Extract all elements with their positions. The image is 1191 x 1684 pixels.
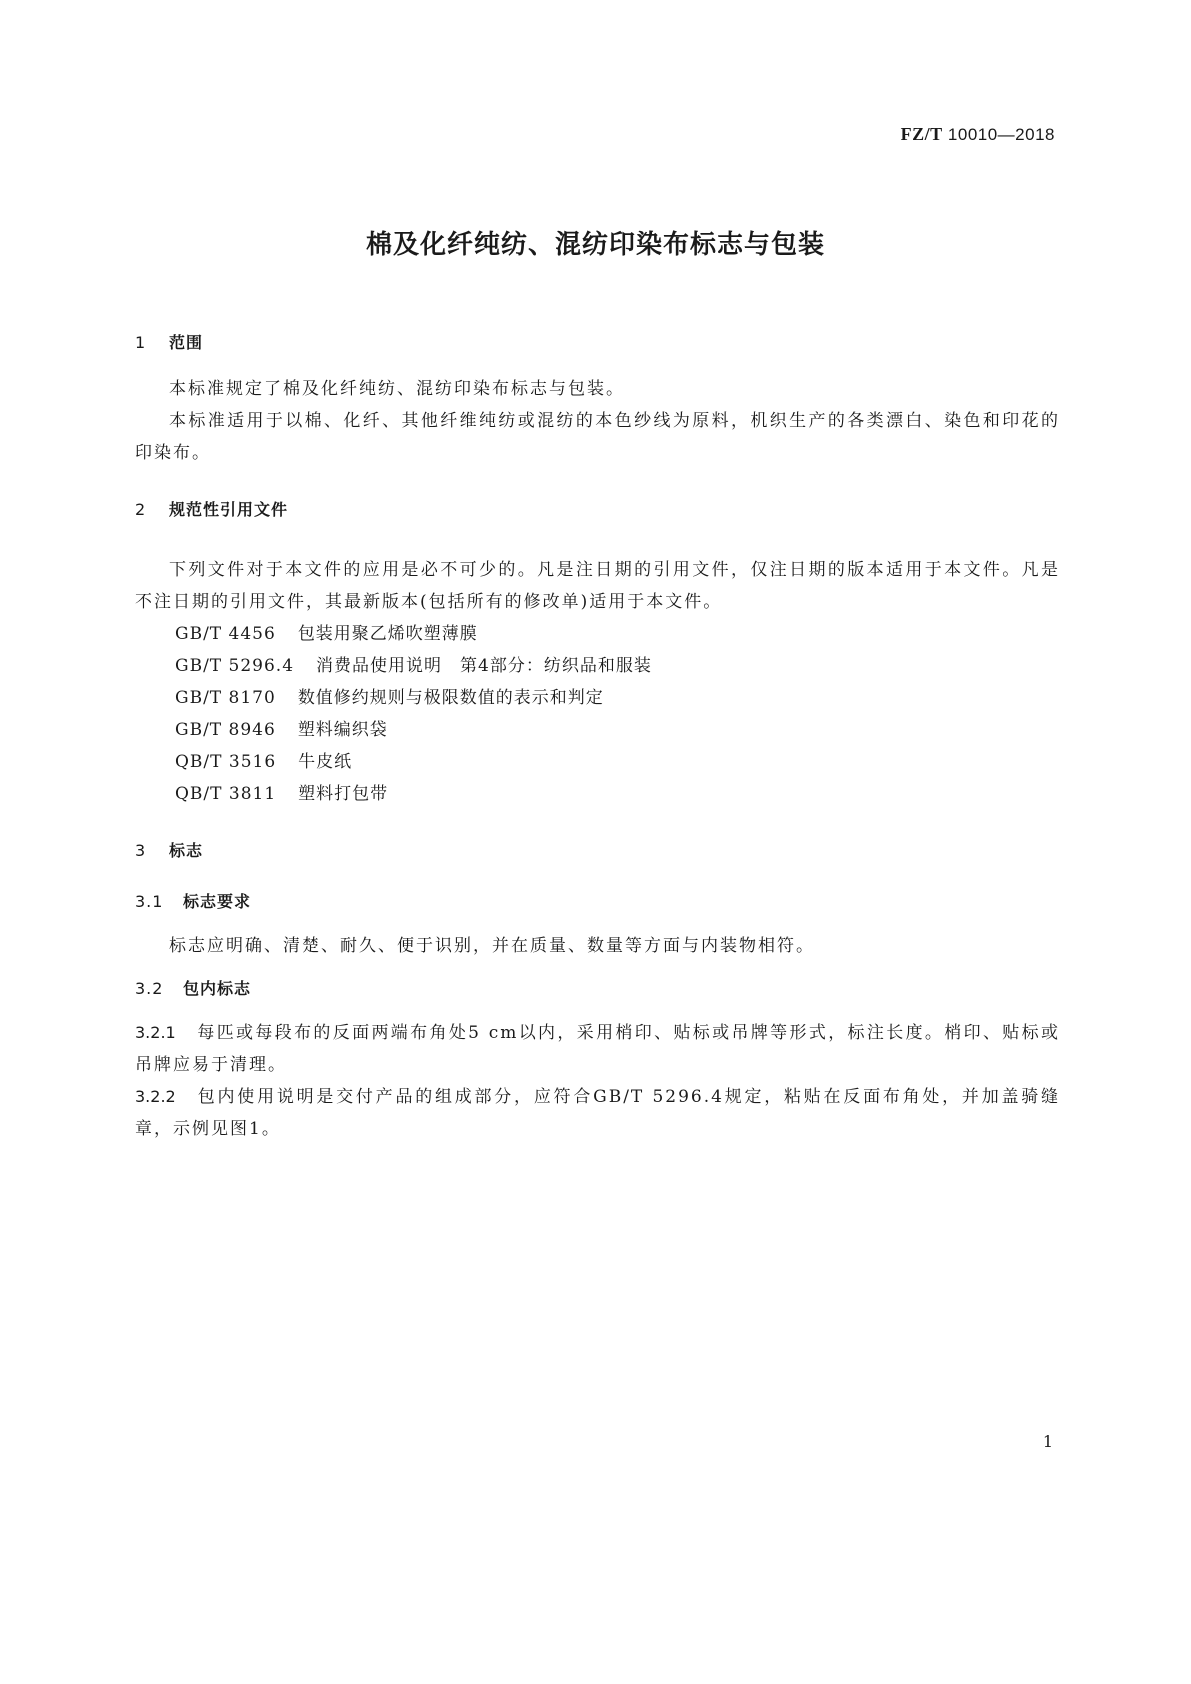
clause-number: 3.2.1 (135, 1023, 176, 1042)
paragraph: 本标准规定了棉及化纤纯纺、混纺印染布标志与包装。 (169, 379, 625, 399)
section-1-heading (135, 330, 1060, 353)
section-number: 3.1 (135, 892, 164, 911)
reference-item (135, 650, 1060, 682)
section-number: 1 (135, 333, 147, 352)
document-title: 棉及化纤纯纺、混纺印染布标志与包装 (365, 230, 825, 260)
reference-code: GB/T 5296.4 (175, 656, 295, 676)
section-3-1-heading (135, 889, 1060, 912)
section-number: 2 (135, 500, 147, 519)
section-3-2-heading (135, 976, 1060, 999)
paragraph: 标志应明确、清楚、耐久、便于识别，并在质量、数量等方面与内装物相符。 (169, 936, 815, 956)
reference-title: 塑料编织袋 (297, 720, 388, 740)
section-2-heading (135, 497, 1060, 520)
reference-title: 包装用聚乙烯吹塑薄膜 (297, 624, 478, 644)
clause-3-2-1 (135, 1017, 1060, 1081)
reference-item (135, 714, 1060, 746)
reference-code: GB/T 8946 (175, 720, 276, 740)
standard-number (901, 124, 1055, 145)
standard-id: 10010—2018 (947, 125, 1055, 144)
document-body (135, 330, 1060, 1145)
reference-code: GB/T 4456 (175, 624, 276, 644)
reference-item (135, 746, 1060, 778)
section-title: 包内标志 (183, 979, 252, 998)
reference-item (135, 682, 1060, 714)
section-number: 3 (135, 841, 147, 860)
reference-code: QB/T 3516 (175, 752, 277, 772)
reference-title: 数值修约规则与极限数值的表示和判定 (297, 688, 604, 708)
standard-prefix: FZ/T (900, 124, 943, 144)
clause-number: 3.2.2 (135, 1087, 176, 1106)
page-number: 1 (1042, 1432, 1053, 1451)
section-number: 3.2 (135, 979, 164, 998)
reference-item (135, 778, 1060, 810)
clause-text: 包内使用说明是交付产品的组成部分，应符合GB/T 5296.4规定，粘贴在反面布角处，并加盖骑缝章，示例见图1。 (135, 1087, 1060, 1139)
clause-3-2-2 (135, 1081, 1060, 1145)
reference-title: 消费品使用说明 第4部分：纺织品和服装 (316, 656, 652, 676)
section-title: 标志 (169, 841, 204, 860)
reference-title: 牛皮纸 (298, 752, 353, 772)
reference-title: 塑料打包带 (298, 784, 389, 804)
section-title: 标志要求 (183, 892, 252, 911)
paragraph: 下列文件对于本文件的应用是必不可少的。凡是注日期的引用文件，仅注日期的版本适用于本文件。凡是不注日期的引用文件，其最新版本(包括所有的修改单)适用于本文件。 (135, 560, 1060, 612)
reference-list (135, 618, 1060, 810)
clause-text: 每匹或每段布的反面两端布角处5 cm以内，采用梢印、贴标或吊牌等形式，标注长度。梢印、贴标或吊牌应易于清理。 (135, 1023, 1060, 1075)
section-title: 规范性引用文件 (169, 500, 289, 519)
reference-code: QB/T 3811 (175, 784, 277, 804)
section-3-heading (135, 838, 1060, 861)
section-title: 范围 (169, 333, 204, 352)
reference-code: GB/T 8170 (175, 688, 276, 708)
paragraph: 本标准适用于以棉、化纤、其他纤维纯纺或混纺的本色纱线为原料，机织生产的各类漂白、染色和印花的印染布。 (135, 411, 1060, 463)
reference-item (135, 618, 1060, 650)
